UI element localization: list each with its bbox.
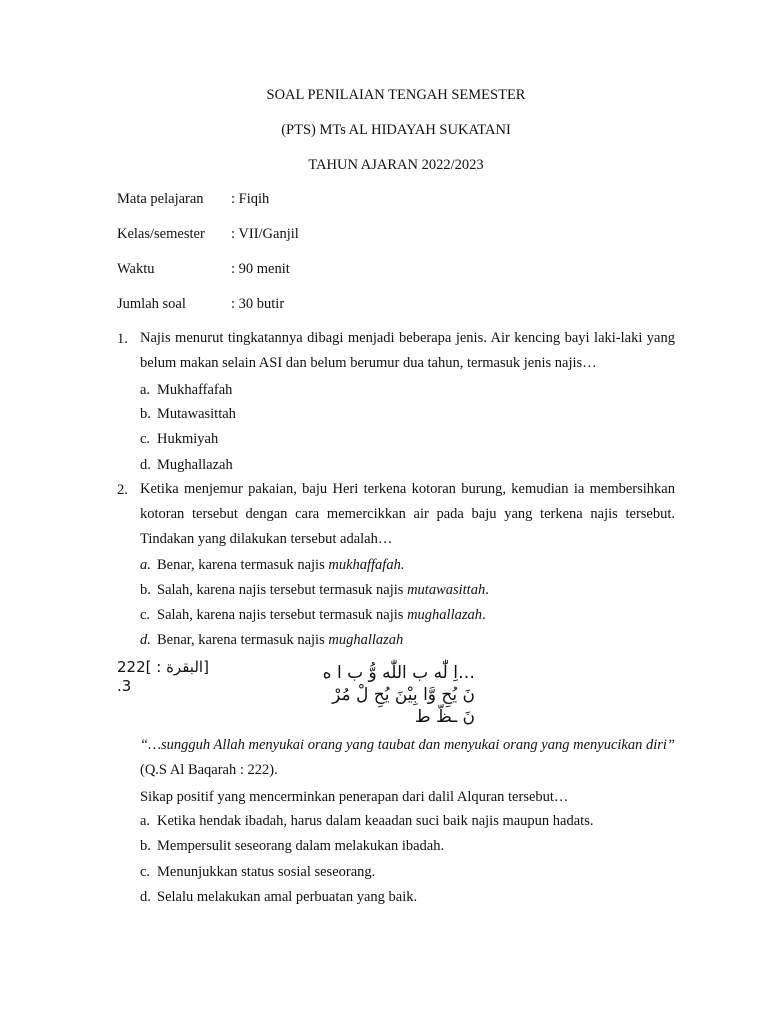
option-b[interactable]	[140, 582, 489, 599]
meta-label: Jumlah soal	[117, 296, 186, 312]
meta-value: : 30 butir	[231, 296, 285, 312]
meta-label: Kelas/semester	[117, 226, 205, 242]
school-name: (PTS) MTs AL HIDAYAH SUKATANI	[281, 122, 511, 138]
meta-value: : Fiqih	[231, 191, 270, 207]
option-letter: d.	[140, 632, 151, 648]
verse-reference-label: 222[ : البقرة]	[117, 658, 209, 676]
arabic-line: نَ يُحِ وَّا بِيْنَ يُحِ لْ مُرْ	[332, 685, 475, 705]
arabic-verse	[230, 662, 475, 730]
option-text: Ketika hendak ibadah, harus dalam keaadan suci baik najis maupun hadats.	[157, 813, 594, 829]
option-letter: a.	[140, 813, 151, 829]
question-text: Sikap positif yang mencerminkan penerapan dari dalil Alquran tersebut…	[140, 789, 569, 805]
option-a[interactable]	[140, 557, 404, 574]
option-suffix: .	[485, 582, 489, 598]
option-letter: d.	[140, 457, 151, 473]
option-letter: a.	[140, 382, 151, 398]
option-text: Benar, karena termasuk najis	[157, 632, 329, 648]
option-text: Salah, karena najis tersebut termasuk najis	[157, 582, 408, 598]
option-b[interactable]	[140, 406, 236, 423]
option-letter: a.	[140, 557, 151, 573]
option-text: Mutawasittah	[157, 406, 236, 422]
option-letter: c.	[140, 864, 151, 880]
option-d[interactable]	[140, 457, 233, 474]
option-letter: b.	[140, 838, 151, 854]
option-d[interactable]	[140, 632, 403, 649]
option-letter: b.	[140, 406, 151, 422]
option-c[interactable]	[140, 607, 486, 624]
option-a[interactable]	[140, 382, 232, 399]
option-term: mukhaffafah.	[328, 557, 405, 573]
option-letter: c.	[140, 431, 151, 447]
question-text: Ketika menjemur pakaian, baju Heri terkena kotoran burung, kemudian ia membersihkan kotoran tersebut dengan cara memercikkan air pada baju yang terkena najis tersebut. Tindakan yang dilakukan tersebut adalah…	[140, 481, 675, 547]
meta-label: Waktu	[117, 261, 155, 277]
option-text: Salah, karena najis tersebut termasuk najis	[157, 607, 408, 623]
option-text: Benar, karena termasuk najis	[157, 557, 329, 573]
option-term: mutawasittah	[407, 582, 486, 598]
option-text: Mempersulit seseorang dalam melakukan ibadah.	[157, 838, 445, 854]
option-letter: b.	[140, 582, 151, 598]
arabic-line: نَ ـظّ ط	[414, 707, 475, 727]
option-term: mughallazah	[328, 632, 404, 648]
verse-reference	[117, 658, 209, 696]
option-c[interactable]	[140, 864, 375, 881]
question-text: Najis menurut tingkatannya dibagi menjadi beberapa jenis. Air kencing bayi laki-laki yang belum makan selain ASI dan belum berumur dua tahun, termasuk jenis najis…	[140, 330, 675, 371]
exam-title: SOAL PENILAIAN TENGAH SEMESTER	[266, 87, 526, 103]
translation-text: “…sungguh Allah menyukai orang yang taubat dan menyukai orang yang menyucikan diri”	[140, 737, 675, 753]
question-number: .3	[117, 677, 132, 695]
option-letter: c.	[140, 607, 151, 623]
option-b[interactable]	[140, 838, 444, 855]
meta-value: : VII/Ganjil	[231, 226, 299, 242]
option-d[interactable]	[140, 889, 417, 906]
academic-year: TAHUN AJARAN 2022/2023	[308, 157, 484, 173]
option-letter: d.	[140, 889, 151, 905]
meta-value: : 90 menit	[231, 261, 290, 277]
option-text: Selalu melakukan amal perbuatan yang baik.	[157, 889, 418, 905]
option-a[interactable]	[140, 813, 593, 830]
option-suffix: .	[481, 607, 486, 623]
option-text: Menunjukkan status sosial seseorang.	[157, 864, 376, 880]
option-text: Mukhaffafah	[157, 382, 233, 398]
option-c[interactable]	[140, 431, 218, 448]
meta-label: Mata pelajaran	[117, 191, 204, 207]
translation-source: (Q.S Al Baqarah : 222).	[140, 762, 278, 778]
arabic-line: …اِ لّٰه ب اللّٰه وُّ ب ا ه	[322, 663, 475, 683]
question-number: 2.	[117, 482, 128, 498]
question-number: 1.	[117, 331, 128, 347]
verse-translation	[140, 733, 675, 783]
option-text: Hukmiyah	[157, 431, 219, 447]
option-text: Mughallazah	[157, 457, 233, 473]
option-term: mughallazah	[407, 607, 482, 623]
